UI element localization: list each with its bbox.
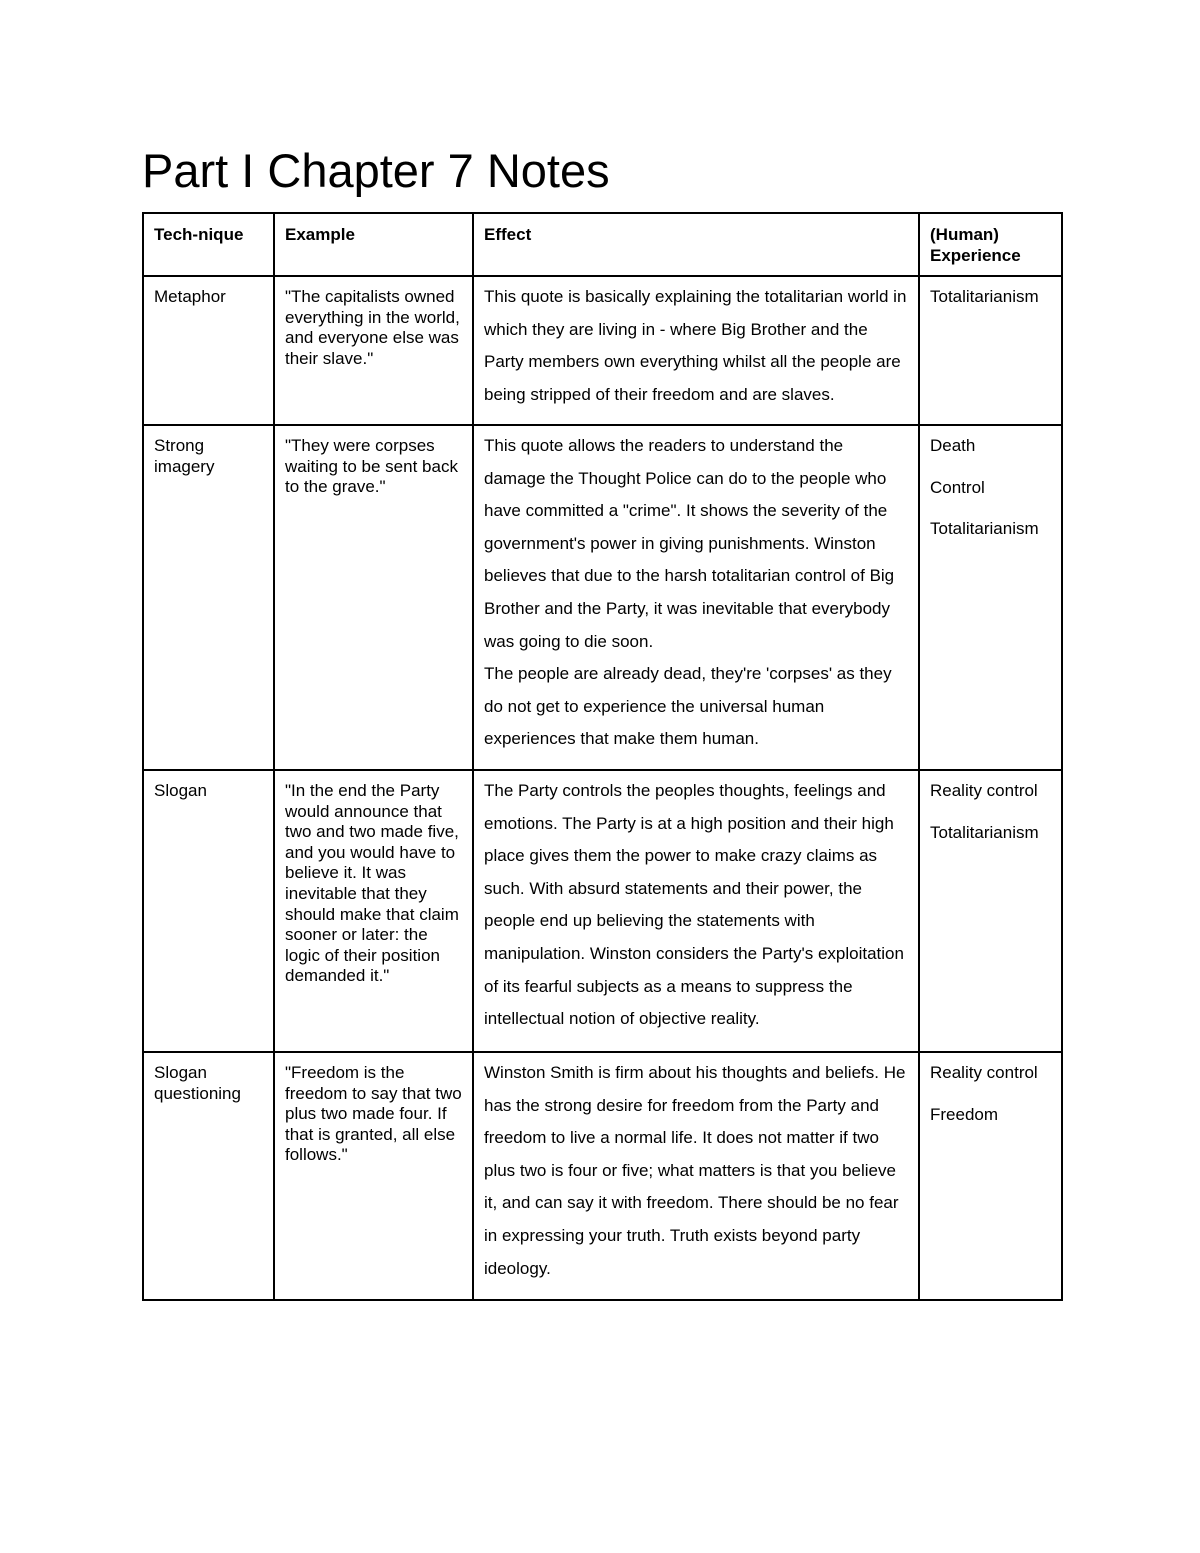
table-row — [143, 425, 1062, 770]
experience-item: Control — [930, 477, 985, 497]
header-example: Example — [274, 213, 473, 276]
effect-text: This quote allows the readers to understand the damage the Thought Police can do to the people who have committed a "crime". It shows the severity of the government's power in giving punishments. Winston believes that due to the harsh totalitarian control of Big Brother and the Party, it was inevitable that everybody was going to die soon. — [484, 436, 895, 651]
experience-cell — [919, 1052, 1062, 1300]
experience-item: Totalitarianism — [930, 519, 1039, 538]
example-cell — [274, 425, 473, 770]
example-cell — [274, 1052, 473, 1300]
example-text: "They were corpses waiting to be sent back to the grave." — [285, 436, 458, 497]
example-cell — [274, 770, 473, 1052]
table-header-row — [143, 213, 1062, 276]
header-experience: (Human) Experience — [919, 213, 1062, 276]
experience-item: Freedom — [930, 1104, 999, 1124]
header-technique: Tech-nique — [143, 213, 274, 276]
experience-cell — [919, 770, 1062, 1052]
table-row — [143, 276, 1062, 425]
header-effect: Effect — [473, 213, 919, 276]
technique-text: Strong imagery — [154, 436, 215, 476]
example-cell — [274, 276, 473, 425]
technique-cell — [143, 1052, 274, 1300]
experience-cell — [919, 276, 1062, 425]
effect-text: The Party controls the peoples thoughts, feelings and emotions. The Party is at a high position and their high place gives them the power to make crazy claims as such. With absurd statements and their power, the people end up believing the statements with manipulation. Winston considers the Party's exploitation of its fearful subjects as a means to suppress the intellectual notion of objective reality. — [484, 781, 904, 1029]
effect-cell — [473, 770, 919, 1052]
notes-table — [142, 212, 1063, 1301]
technique-cell — [143, 276, 274, 425]
table-row — [143, 770, 1062, 1052]
effect-text: Winston Smith is firm about his thoughts and beliefs. He has the strong desire for freedom from the Party and freedom to live a normal life. It does not matter if two plus two is four or five; what matters is that you believe it, and can say it with freedom. There should be no fear in expressing your truth. Truth exists beyond party ideology. — [484, 1063, 906, 1278]
page-title: Part I Chapter 7 Notes — [142, 144, 610, 197]
technique-text: Slogan — [154, 781, 207, 800]
technique-cell — [143, 770, 274, 1052]
example-text: "In the end the Party would announce that two and two made five, and you would have to believe it. It was inevitable that they should make that claim sooner or later: the logic of their position demanded it." — [285, 781, 459, 986]
effect-cell — [473, 276, 919, 425]
technique-text: Slogan questioning — [154, 1063, 241, 1103]
effect-text-2: The people are already dead, they're 'corpses' as they do not get to experience the universal human experiences that make them human. — [484, 664, 892, 749]
experience-item: Death — [930, 436, 976, 455]
example-text: "The capitalists owned everything in the world, and everyone else was their slave." — [285, 287, 460, 368]
example-text: "Freedom is the freedom to say that two plus two made four. If that is granted, all else follows." — [285, 1063, 462, 1165]
effect-cell — [473, 425, 919, 770]
effect-cell — [473, 1052, 919, 1300]
experience-item: Reality control — [930, 1063, 1038, 1082]
experience-item: Reality control — [930, 781, 1038, 800]
experience-cell — [919, 425, 1062, 770]
experience-item: Totalitarianism — [930, 287, 1039, 306]
experience-item: Totalitarianism — [930, 822, 1039, 842]
technique-cell — [143, 425, 274, 770]
table-row — [143, 1052, 1062, 1300]
technique-text: Metaphor — [154, 287, 226, 306]
effect-text: This quote is basically explaining the totalitarian world in which they are living in - where Big Brother and the Party members own everything whilst all the people are being stripped of their freedom and are slaves. — [484, 287, 907, 404]
